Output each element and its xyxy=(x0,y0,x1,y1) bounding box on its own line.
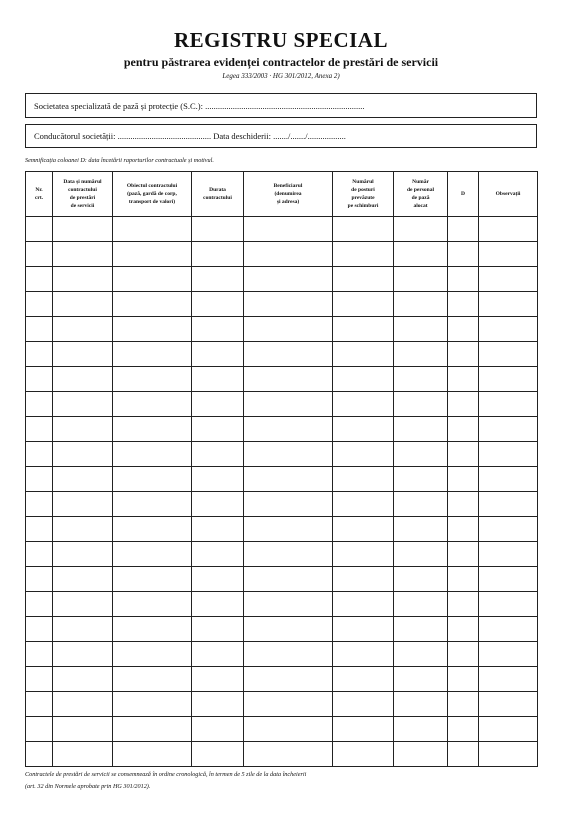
table-cell[interactable] xyxy=(448,642,479,667)
table-cell[interactable] xyxy=(26,442,53,467)
footer-note-line2: (art. 32 din Normele aprobate prin HG 301/2012). xyxy=(25,783,151,790)
col-contract-date-number: Data și numărul contractului de prestări de servicii xyxy=(53,172,113,217)
table-cell[interactable] xyxy=(333,442,394,467)
table-cell[interactable] xyxy=(53,417,113,442)
table-cell[interactable] xyxy=(192,542,244,567)
table-cell[interactable] xyxy=(244,617,333,642)
legal-reference: Legea 333/2003 · HG 301/2012, Anexa 2) xyxy=(222,72,340,80)
table-cell[interactable] xyxy=(333,292,394,317)
table-cell[interactable] xyxy=(53,742,113,767)
table-cell[interactable] xyxy=(448,267,479,292)
table-cell[interactable] xyxy=(244,542,333,567)
table-cell[interactable] xyxy=(333,642,394,667)
col-staff-number: Număr de personal de pază alocat xyxy=(394,172,448,217)
table-cell[interactable] xyxy=(479,217,538,242)
table-cell[interactable] xyxy=(244,667,333,692)
table-cell[interactable] xyxy=(244,417,333,442)
table-cell[interactable] xyxy=(26,517,53,542)
table-cell[interactable] xyxy=(53,442,113,467)
table-cell[interactable] xyxy=(192,592,244,617)
table-cell[interactable] xyxy=(53,467,113,492)
table-cell[interactable] xyxy=(53,392,113,417)
table-cell[interactable] xyxy=(53,517,113,542)
table-cell[interactable] xyxy=(394,717,448,742)
table-cell[interactable] xyxy=(26,367,53,392)
table-cell[interactable] xyxy=(192,742,244,767)
document-subtitle: pentru păstrarea evidenței contractelor de prestări de servicii xyxy=(123,55,439,69)
table-cell[interactable] xyxy=(394,517,448,542)
table-cell[interactable] xyxy=(333,467,394,492)
table-cell[interactable] xyxy=(333,742,394,767)
table-cell[interactable] xyxy=(394,567,448,592)
table-cell[interactable] xyxy=(394,542,448,567)
table-cell[interactable] xyxy=(479,692,538,717)
table-cell[interactable] xyxy=(394,617,448,642)
table-cell[interactable] xyxy=(394,742,448,767)
table-cell[interactable] xyxy=(113,667,192,692)
table-cell[interactable] xyxy=(479,467,538,492)
table-cell[interactable] xyxy=(53,492,113,517)
table-cell[interactable] xyxy=(333,617,394,642)
table-row xyxy=(26,567,538,592)
table-cell[interactable] xyxy=(479,267,538,292)
table-row xyxy=(26,742,538,767)
table-row xyxy=(26,667,538,692)
table-cell[interactable] xyxy=(53,217,113,242)
column-d-note: Semnificația coloanei D: data încetării raporturilor contractuale și motivul. xyxy=(25,157,214,164)
table-cell[interactable] xyxy=(448,667,479,692)
table-cell[interactable] xyxy=(479,642,538,667)
table-cell[interactable] xyxy=(394,492,448,517)
table-row xyxy=(26,417,538,442)
document-title: REGISTRU SPECIAL xyxy=(174,28,388,52)
table-cell[interactable] xyxy=(26,692,53,717)
table-row xyxy=(26,242,538,267)
table-cell[interactable] xyxy=(394,392,448,417)
table-row xyxy=(26,392,538,417)
company-field-label: Societatea specializată de pază și protecție (S.C.): ........................................................................... xyxy=(34,100,365,111)
table-cell[interactable] xyxy=(448,742,479,767)
table-row xyxy=(26,367,538,392)
table-cell[interactable] xyxy=(333,217,394,242)
table-cell[interactable] xyxy=(26,342,53,367)
table-row xyxy=(26,217,538,242)
table-row xyxy=(26,467,538,492)
table-cell[interactable] xyxy=(394,367,448,392)
table-cell[interactable] xyxy=(53,592,113,617)
register-table xyxy=(25,171,538,767)
table-cell[interactable] xyxy=(113,317,192,342)
table-cell[interactable] xyxy=(192,292,244,317)
table-cell[interactable] xyxy=(26,242,53,267)
table-cell[interactable] xyxy=(333,717,394,742)
table-cell[interactable] xyxy=(394,417,448,442)
table-cell[interactable] xyxy=(192,517,244,542)
table-cell[interactable] xyxy=(26,742,53,767)
table-cell[interactable] xyxy=(53,642,113,667)
table-cell[interactable] xyxy=(244,692,333,717)
table-cell[interactable] xyxy=(26,317,53,342)
table-cell[interactable] xyxy=(479,492,538,517)
table-cell[interactable] xyxy=(113,292,192,317)
table-cell[interactable] xyxy=(448,217,479,242)
table-cell[interactable] xyxy=(394,692,448,717)
table-cell[interactable] xyxy=(448,242,479,267)
table-cell[interactable] xyxy=(333,342,394,367)
table-cell[interactable] xyxy=(192,392,244,417)
table-cell[interactable] xyxy=(26,292,53,317)
table-cell[interactable] xyxy=(113,367,192,392)
table-row xyxy=(26,592,538,617)
table-cell[interactable] xyxy=(394,317,448,342)
table-cell[interactable] xyxy=(26,217,53,242)
table-cell[interactable] xyxy=(26,667,53,692)
table-cell[interactable] xyxy=(448,542,479,567)
table-cell[interactable] xyxy=(244,567,333,592)
col-observations: Observații xyxy=(479,172,538,217)
table-cell[interactable] xyxy=(113,692,192,717)
table-cell[interactable] xyxy=(113,642,192,667)
table-cell[interactable] xyxy=(192,667,244,692)
table-cell[interactable] xyxy=(192,342,244,367)
table-cell[interactable] xyxy=(244,492,333,517)
table-cell[interactable] xyxy=(479,442,538,467)
table-cell[interactable] xyxy=(479,317,538,342)
table-row xyxy=(26,267,538,292)
table-cell[interactable] xyxy=(244,392,333,417)
table-cell[interactable] xyxy=(244,467,333,492)
table-cell[interactable] xyxy=(26,417,53,442)
manager-field-label: Conducătorul societății: ............................................ Data deschiderii: ......./......./.................. xyxy=(34,131,346,141)
table-cell[interactable] xyxy=(113,417,192,442)
table-cell[interactable] xyxy=(333,267,394,292)
table-cell[interactable] xyxy=(394,442,448,467)
col-contract-object: Obiectul contractului (pază, gardă de corp, transport de valori) xyxy=(113,172,192,217)
table-cell[interactable] xyxy=(479,242,538,267)
table-cell[interactable] xyxy=(192,217,244,242)
table-cell[interactable] xyxy=(192,567,244,592)
table-row xyxy=(26,642,538,667)
table-cell[interactable] xyxy=(26,267,53,292)
table-cell[interactable] xyxy=(394,242,448,267)
table-cell[interactable] xyxy=(244,442,333,467)
table-row xyxy=(26,342,538,367)
col-posts-number: Numărul de posturi prevăzute pe schimburi xyxy=(333,172,394,217)
table-cell[interactable] xyxy=(192,442,244,467)
table-cell[interactable] xyxy=(479,292,538,317)
table-cell[interactable] xyxy=(479,342,538,367)
col-nr-crt: Nr. crt. xyxy=(26,172,53,217)
table-cell[interactable] xyxy=(394,217,448,242)
table-cell[interactable] xyxy=(53,267,113,292)
table-header-row xyxy=(26,172,538,217)
table-cell[interactable] xyxy=(192,467,244,492)
table-cell[interactable] xyxy=(192,367,244,392)
table-cell[interactable] xyxy=(333,667,394,692)
col-d: D xyxy=(448,172,479,217)
col-beneficiary: Beneficiarul (denumirea și adresa) xyxy=(244,172,333,217)
table-cell[interactable] xyxy=(448,442,479,467)
table-cell[interactable] xyxy=(26,617,53,642)
table-cell[interactable] xyxy=(244,367,333,392)
table-cell[interactable] xyxy=(448,717,479,742)
table-cell[interactable] xyxy=(26,717,53,742)
table-cell[interactable] xyxy=(394,467,448,492)
table-cell[interactable] xyxy=(53,317,113,342)
table-cell[interactable] xyxy=(192,692,244,717)
table-cell[interactable] xyxy=(244,717,333,742)
manager-field[interactable] xyxy=(25,124,537,148)
table-cell[interactable] xyxy=(394,592,448,617)
table-row xyxy=(26,717,538,742)
table-row xyxy=(26,442,538,467)
table-cell[interactable] xyxy=(244,742,333,767)
table-row xyxy=(26,542,538,567)
table-cell[interactable] xyxy=(333,592,394,617)
table-cell[interactable] xyxy=(244,592,333,617)
table-cell[interactable] xyxy=(53,667,113,692)
table-cell[interactable] xyxy=(244,242,333,267)
table-cell[interactable] xyxy=(113,492,192,517)
table-row xyxy=(26,292,538,317)
table-cell[interactable] xyxy=(333,317,394,342)
table-cell[interactable] xyxy=(113,617,192,642)
table-cell[interactable] xyxy=(448,342,479,367)
table-cell[interactable] xyxy=(192,717,244,742)
table-cell[interactable] xyxy=(53,617,113,642)
table-cell[interactable] xyxy=(26,567,53,592)
table-cell[interactable] xyxy=(53,717,113,742)
table-cell[interactable] xyxy=(448,492,479,517)
table-cell[interactable] xyxy=(113,467,192,492)
table-cell[interactable] xyxy=(448,692,479,717)
table-cell[interactable] xyxy=(448,367,479,392)
table-cell[interactable] xyxy=(113,392,192,417)
table-cell[interactable] xyxy=(333,692,394,717)
table-cell[interactable] xyxy=(448,617,479,642)
table-cell[interactable] xyxy=(113,742,192,767)
table-row xyxy=(26,517,538,542)
table-cell[interactable] xyxy=(113,442,192,467)
table-cell[interactable] xyxy=(113,242,192,267)
table-cell[interactable] xyxy=(333,492,394,517)
table-cell[interactable] xyxy=(192,267,244,292)
table-cell[interactable] xyxy=(333,392,394,417)
table-cell[interactable] xyxy=(479,517,538,542)
table-row xyxy=(26,692,538,717)
table-cell[interactable] xyxy=(26,542,53,567)
table-cell[interactable] xyxy=(192,417,244,442)
table-cell[interactable] xyxy=(479,367,538,392)
table-cell[interactable] xyxy=(448,567,479,592)
table-cell[interactable] xyxy=(113,567,192,592)
table-cell[interactable] xyxy=(333,417,394,442)
table-cell[interactable] xyxy=(394,342,448,367)
table-cell[interactable] xyxy=(448,592,479,617)
table-cell[interactable] xyxy=(26,492,53,517)
table-cell[interactable] xyxy=(113,342,192,367)
table-cell[interactable] xyxy=(333,242,394,267)
table-row xyxy=(26,617,538,642)
table-cell[interactable] xyxy=(53,567,113,592)
table-cell[interactable] xyxy=(113,267,192,292)
table-cell[interactable] xyxy=(113,542,192,567)
table-row xyxy=(26,492,538,517)
footer-note-line1: Contractele de prestări de servicii se consemnează în ordine cronologică, în termen de 5 zile de la data încheierii xyxy=(25,771,307,778)
table-cell[interactable] xyxy=(479,742,538,767)
table-cell[interactable] xyxy=(26,392,53,417)
table-cell[interactable] xyxy=(244,642,333,667)
table-cell[interactable] xyxy=(394,642,448,667)
table-cell[interactable] xyxy=(333,367,394,392)
table-cell[interactable] xyxy=(192,492,244,517)
table-cell[interactable] xyxy=(244,217,333,242)
table-cell[interactable] xyxy=(53,292,113,317)
table-cell[interactable] xyxy=(53,692,113,717)
table-cell[interactable] xyxy=(113,517,192,542)
table-cell[interactable] xyxy=(53,367,113,392)
table-cell[interactable] xyxy=(333,542,394,567)
table-cell[interactable] xyxy=(448,517,479,542)
table-cell[interactable] xyxy=(479,567,538,592)
table-cell[interactable] xyxy=(448,392,479,417)
company-field[interactable] xyxy=(25,93,537,118)
table-cell[interactable] xyxy=(113,592,192,617)
table-row xyxy=(26,317,538,342)
col-contract-duration: Durata contractului xyxy=(192,172,244,217)
table-cell[interactable] xyxy=(53,242,113,267)
table-cell[interactable] xyxy=(244,267,333,292)
table-cell[interactable] xyxy=(26,592,53,617)
table-cell[interactable] xyxy=(113,217,192,242)
table-cell[interactable] xyxy=(479,592,538,617)
table-cell[interactable] xyxy=(26,642,53,667)
table-cell[interactable] xyxy=(448,317,479,342)
table-cell[interactable] xyxy=(333,517,394,542)
table-cell[interactable] xyxy=(479,667,538,692)
table-cell[interactable] xyxy=(244,317,333,342)
table-cell[interactable] xyxy=(192,242,244,267)
table-cell[interactable] xyxy=(244,517,333,542)
table-cell[interactable] xyxy=(333,567,394,592)
table-cell[interactable] xyxy=(479,392,538,417)
table-cell[interactable] xyxy=(192,617,244,642)
table-cell[interactable] xyxy=(192,642,244,667)
table-cell[interactable] xyxy=(26,467,53,492)
table-cell[interactable] xyxy=(244,292,333,317)
table-cell[interactable] xyxy=(394,292,448,317)
table-cell[interactable] xyxy=(113,717,192,742)
table-cell[interactable] xyxy=(53,342,113,367)
table-cell[interactable] xyxy=(244,342,333,367)
table-cell[interactable] xyxy=(394,267,448,292)
table-cell[interactable] xyxy=(479,417,538,442)
table-cell[interactable] xyxy=(53,542,113,567)
table-cell[interactable] xyxy=(448,467,479,492)
table-cell[interactable] xyxy=(479,717,538,742)
table-cell[interactable] xyxy=(448,292,479,317)
table-cell[interactable] xyxy=(479,617,538,642)
table-cell[interactable] xyxy=(479,542,538,567)
table-cell[interactable] xyxy=(394,667,448,692)
table-cell[interactable] xyxy=(448,417,479,442)
table-cell[interactable] xyxy=(192,317,244,342)
